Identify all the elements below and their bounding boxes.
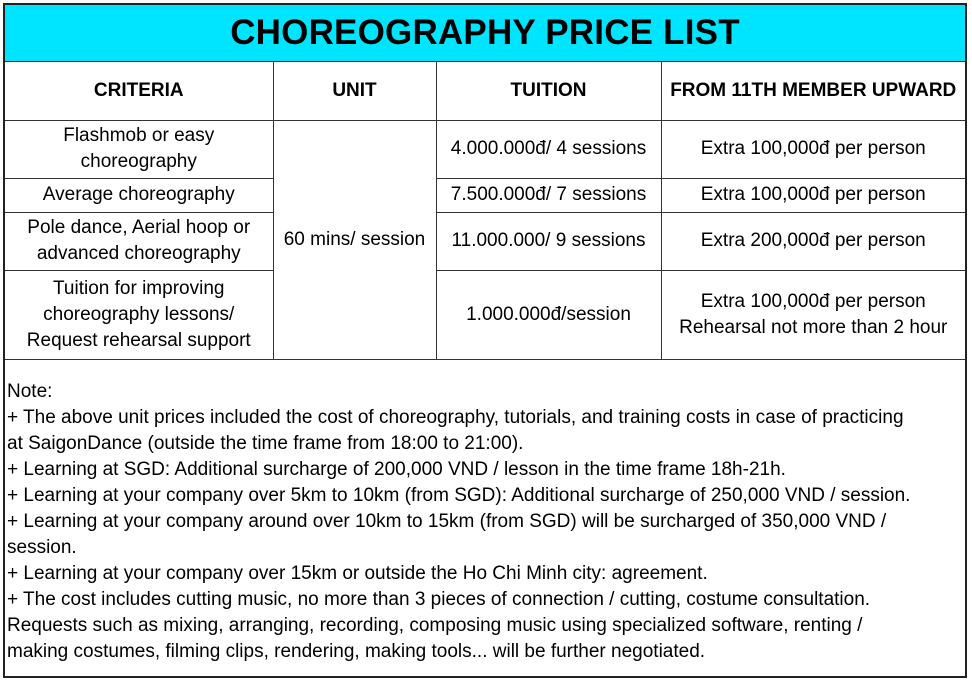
- notes-section: [7, 379, 959, 665]
- criteria-line: Pole dance, Aerial hoop or: [27, 217, 251, 238]
- header-tuition: TUITION: [436, 62, 661, 120]
- note-line: + Learning at your company over 5km to 10km (from SGD): Additional surcharge of 250,000 VND / session.: [7, 485, 911, 506]
- table-header-row: [5, 62, 965, 120]
- extra-cell: Extra 200,000đ per person: [661, 212, 965, 270]
- criteria-line: Tuition for improving: [53, 277, 225, 299]
- extra-line: Extra 100,000đ per person: [700, 290, 926, 312]
- table-row: [5, 270, 965, 359]
- note-line: + Learning at your company over 15km or outside the Ho Chi Minh city: agreement.: [7, 563, 708, 584]
- unit-cell: 60 mins/ session: [273, 120, 436, 359]
- note-line: + Learning at SGD: Additional surcharge of 200,000 VND / lesson in the time frame 18h-21h.: [7, 459, 786, 480]
- table-row: [5, 178, 965, 212]
- note-line: at SaigonDance (outside the time frame from 18:00 to 21:00).: [7, 433, 524, 454]
- note-line: Requests such as mixing, arranging, recording, composing music using specialized software, renting /: [7, 615, 863, 636]
- tuition-cell: 11.000.000/ 9 sessions: [436, 212, 661, 270]
- extra-cell: Extra 100,000đ per person: [661, 120, 965, 178]
- notes-heading: Note:: [7, 381, 53, 402]
- note-line: + The cost includes cutting music, no more than 3 pieces of connection / cutting, costume consultation.: [7, 589, 871, 610]
- price-table: [5, 62, 965, 360]
- criteria-cell: [5, 212, 273, 270]
- page-title: CHOREOGRAPHY PRICE LIST: [5, 5, 965, 62]
- criteria-line: choreography lessons/: [43, 303, 235, 325]
- extra-line: Rehearsal not more than 2 hour: [679, 316, 948, 338]
- criteria-line: Flashmob or easy: [63, 125, 215, 146]
- criteria-line: Request rehearsal support: [26, 329, 251, 351]
- table-row: [5, 120, 965, 178]
- note-line: making costumes, filming clips, rendering, making tools... will be further negotiated.: [7, 641, 706, 662]
- tuition-cell: 7.500.000đ/ 7 sessions: [436, 178, 661, 212]
- table-row: [5, 212, 965, 270]
- tuition-cell: 4.000.000đ/ 4 sessions: [436, 120, 661, 178]
- extra-cell: Extra 100,000đ per person: [661, 178, 965, 212]
- note-line: session.: [7, 537, 77, 558]
- criteria-line: advanced choreography: [36, 243, 241, 264]
- criteria-line: choreography: [80, 151, 197, 172]
- extra-cell: [661, 270, 965, 359]
- price-list-sheet: [3, 3, 967, 678]
- tuition-cell: 1.000.000đ/session: [436, 270, 661, 359]
- header-extra: FROM 11TH MEMBER UPWARD: [661, 62, 965, 120]
- criteria-cell: [5, 270, 273, 359]
- header-criteria: CRITERIA: [5, 62, 273, 120]
- note-line: + The above unit prices included the cost of choreography, tutorials, and training costs in case of practicing: [7, 407, 904, 428]
- criteria-cell: [5, 120, 273, 178]
- criteria-cell: Average choreography: [5, 178, 273, 212]
- header-unit: UNIT: [273, 62, 436, 120]
- note-line: + Learning at your company around over 10km to 15km (from SGD) will be surcharged of 350,000 VND /: [7, 511, 887, 532]
